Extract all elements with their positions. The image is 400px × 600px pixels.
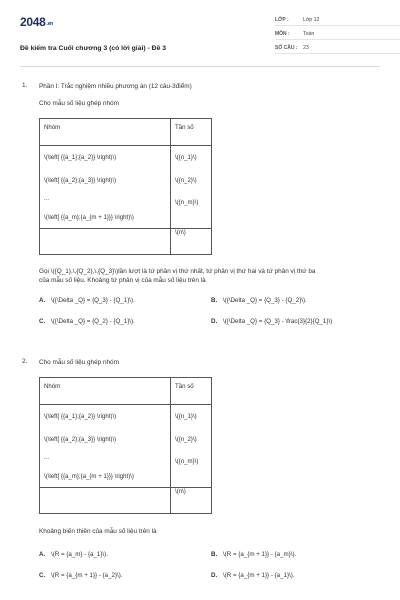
group-row: ... [44, 454, 50, 461]
option-key: C. [39, 318, 46, 325]
question-number: 2. [22, 358, 28, 365]
option-a[interactable] [39, 297, 135, 304]
frequency-row: \({n_m}\) [175, 458, 199, 465]
frequency-row: \({n_1}\) [175, 154, 197, 161]
meta-value: Toán [303, 31, 315, 37]
option-b[interactable] [211, 551, 296, 558]
table-total-value: \(n\) [171, 229, 212, 255]
answer-options [39, 293, 378, 333]
page-header [20, 15, 380, 59]
question-stem: Cho mẫu số liệu ghép nhóm [39, 359, 119, 366]
question-number: 1. [22, 82, 28, 89]
header-divider [20, 66, 380, 67]
option-text: \({\Delta _Q} = {Q_3} - \frac{3}{2}{Q_1}\) [223, 318, 333, 325]
group-row: \(\left[ {{a_2};{a_3}} \right)\) [44, 436, 117, 443]
meta-row-count [275, 43, 400, 54]
option-d[interactable] [211, 318, 332, 325]
frequency-row: \({n_2}\) [175, 436, 197, 443]
option-c[interactable] [39, 572, 123, 579]
meta-row-subject [275, 29, 400, 40]
question-stem: Cho mẫu số liệu ghép nhóm [39, 100, 119, 107]
option-b[interactable] [211, 297, 307, 304]
meta-value: 23 [303, 45, 309, 51]
option-key: C. [39, 572, 46, 579]
table-header-frequency: Tần số [171, 378, 212, 405]
option-text: \({\Delta _Q} = {Q_3} - {Q_2}\). [223, 297, 307, 304]
option-key: D. [211, 318, 218, 325]
frequency-row: \({n_1}\) [175, 413, 197, 420]
question-text: Khoảng biến thiên của mẫu số liệu trên là [39, 528, 157, 535]
table-total-label [40, 229, 171, 255]
option-text: \(R = {a_m} - {a_1}\). [51, 551, 108, 558]
exam-meta [275, 15, 400, 57]
table-cell-groups [40, 405, 171, 488]
question-body [39, 82, 378, 333]
group-row: \(\left[ {{a_2};{a_3}} \right)\) [44, 177, 117, 184]
table-cell-groups [40, 146, 171, 229]
option-text: \(R = {a_{m + 1}} - {a_2}\). [51, 572, 123, 579]
option-key: A. [39, 551, 46, 558]
option-text: \(R = {a_{m + 1}} - {a_1}\). [223, 572, 295, 579]
group-row: \(\left[ {{a_m};{a_{m + 1}}} \right)\) [44, 473, 134, 480]
option-text: \({\Delta _Q} = {Q_2} - {Q_1}\). [51, 318, 135, 325]
table-cell-frequencies [171, 146, 212, 229]
meta-key: MÔN : [275, 31, 290, 37]
table-total-value: \(n\) [171, 488, 212, 514]
option-key: B. [211, 297, 218, 304]
frequency-row: \({n_m}\) [175, 199, 199, 206]
option-key: B. [211, 551, 218, 558]
logo-tld: .vn [46, 21, 53, 27]
question-body [39, 358, 378, 584]
section-heading: Phần I: Trắc nghiệm nhiều phương án (12 câu-3điểm) [39, 83, 192, 90]
frequency-table [39, 377, 212, 514]
meta-row-grade [275, 15, 400, 26]
question-text: Gọi \({Q_1},\,{Q_2},\,{Q_3}\)lần lượt là tứ phân vị thứ nhất, tứ phân vị thứ hai và tứ phân vị thứ ba [39, 268, 316, 275]
group-row: \(\left[ {{a_m};{a_{m + 1}}} \right)\) [44, 214, 134, 221]
logo-text: 2048 [20, 15, 46, 29]
option-d[interactable] [211, 572, 295, 579]
meta-key: LỚP : [275, 17, 289, 23]
option-a[interactable] [39, 551, 108, 558]
meta-key: SỐ CÂU : [275, 45, 298, 51]
table-header-frequency: Tần số [171, 119, 212, 146]
option-key: A. [39, 297, 46, 304]
option-c[interactable] [39, 318, 135, 325]
option-text: \(R = {a_{m + 1}} - {a_m}\). [223, 551, 297, 558]
option-text: \({\Delta _Q} = {Q_3} - {Q_1}\). [51, 297, 135, 304]
group-row: ... [44, 195, 50, 202]
meta-value: Lớp 12 [303, 17, 320, 23]
group-row: \(\left[ {{a_1};{a_2}} \right)\) [44, 413, 117, 420]
question-text: của mẫu số liệu. Khoảng tứ phân vị của mẫu số liệu trên là [39, 277, 206, 284]
frequency-table [39, 118, 212, 255]
answer-options [39, 544, 378, 584]
table-header-group: Nhóm [40, 378, 171, 405]
site-logo[interactable] [20, 15, 53, 29]
table-cell-frequencies [171, 405, 212, 488]
table-header-group: Nhóm [40, 119, 171, 146]
option-key: D. [211, 572, 218, 579]
exam-title: Đề kiểm tra Cuối chương 3 (có lời giải) - Đề 3 [20, 45, 167, 52]
table-total-label [40, 488, 171, 514]
group-row: \(\left[ {{a_1};{a_2}} \right)\) [44, 154, 117, 161]
frequency-row: \({n_2}\) [175, 177, 197, 184]
